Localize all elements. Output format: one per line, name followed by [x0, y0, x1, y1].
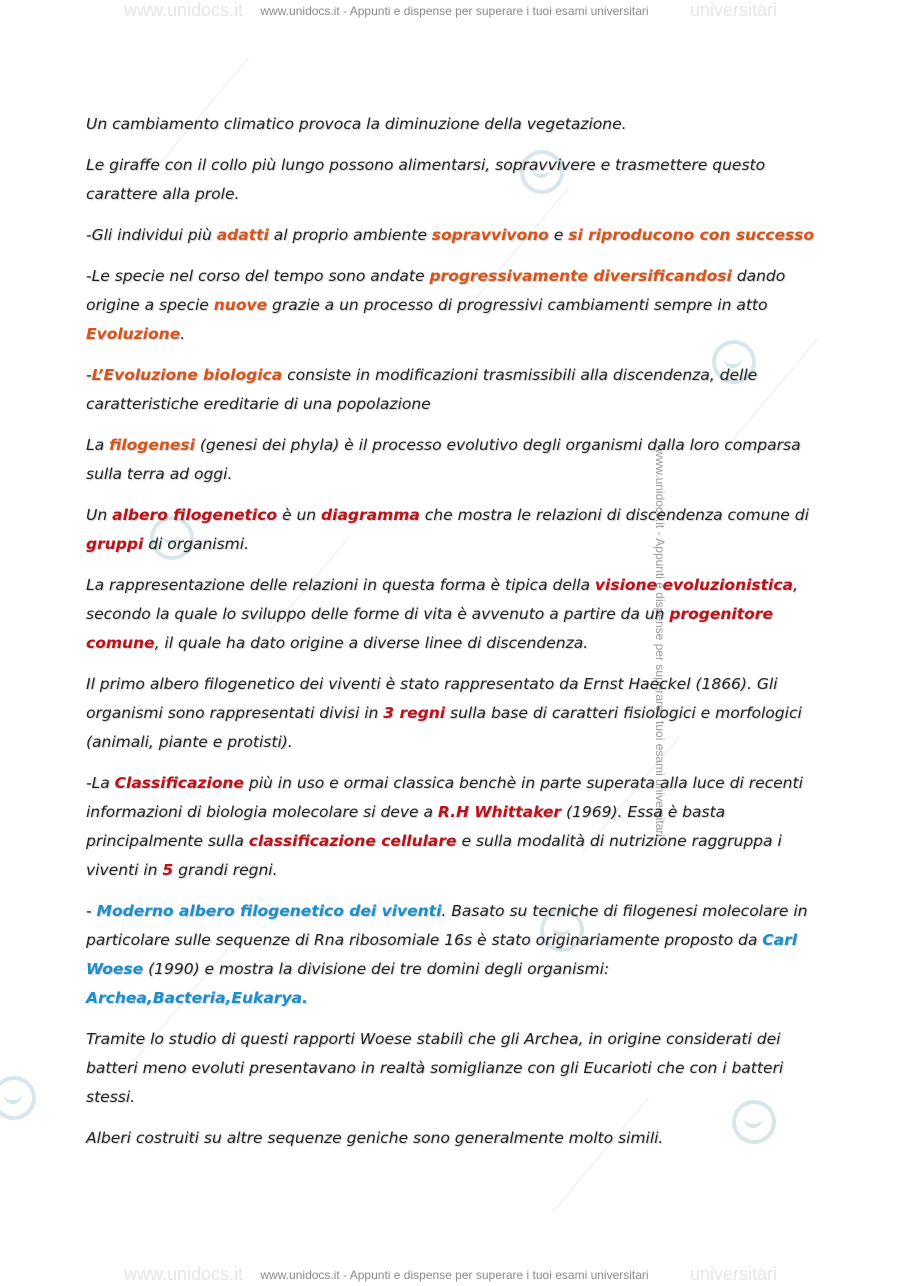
highlight-term: adatti [216, 226, 269, 244]
highlight-term: visione evoluzionistica [594, 576, 794, 594]
paragraph-2: Le giraffe con il collo più lungo possono alimentarsi, sopravvivere e trasmettere questo carattere alla prole. [86, 156, 766, 203]
paragraph-9: Il primo albero filogenetico dei viventi è stato rappresentato da Ernst Haeckel (1866). Gli organismi sono rappresentati divisi in 3 regni sulla base di caratteri fisiologici e morfologici (animali, piante e protisti). [86, 675, 802, 751]
highlight-term: filogenesi [109, 436, 195, 454]
highlight-term: Moderno albero filogenetico dei viventi [96, 902, 442, 920]
highlight-term: Archea,Bacteria,Eukarya. [86, 989, 308, 1007]
highlight-term: si riproducono con successo [568, 226, 815, 244]
watermark-ghost-top: www.unidocs.it [124, 0, 244, 20]
highlight-term: diagramma [321, 506, 420, 524]
highlight-term: R.H Whittaker [437, 803, 562, 821]
paragraph-11: - Moderno albero filogenetico dei viventi. Basato su tecniche di filogenesi molecolare in particolare sulle sequenze di Rna ribosomiale 16s è stato originariamente proposto da Carl Woese (1990) e mostra la divisione dei tre domini degli organismi: Archea,Bacteria,Eukarya. [86, 902, 808, 1007]
highlight-term: classificazione cellulare [248, 832, 457, 850]
watermark-header: www.unidocs.it - Appunti e dispense per superare i tuoi esami universitari [260, 4, 649, 18]
highlight-term: Carl Woese [86, 931, 798, 978]
highlight-term: gruppi [86, 535, 144, 553]
paragraph-12: Tramite lo studio di questi rapporti Woese stabilì che gli Archea, in origine considerati dei batteri meno evoluti presentavano in realtà somiglianze con gli Eucarioti che con i batteri stessi. [86, 1030, 784, 1106]
highlight-term: Evoluzione [86, 325, 181, 343]
highlight-term: nuove [213, 296, 268, 314]
paragraph-5: -L’Evoluzione biologica consiste in modificazioni trasmissibili alla discendenza, delle caratteristiche ereditarie di una popolazione [86, 366, 758, 413]
watermark-side-right: www.unidocs.it - Appunti e dispense per superare i tuoi esami universitari [653, 448, 668, 838]
highlight-term: L’Evoluzione biologica [91, 366, 283, 384]
paragraph-3: -Gli individui più adatti al proprio ambiente sopravvivono e si riproducono con successo [86, 226, 815, 244]
highlight-term: albero filogenetico [112, 506, 278, 524]
watermark-ghost-bottom-right: universitari [690, 1264, 778, 1284]
paragraph-10: -La Classificazione più in uso e ormai classica benchè in parte superata alla luce di recenti informazioni di biologia molecolare si deve a R.H Whittaker (1969). Essa è basta principalmente sulla classificazione cellulare e sulla modalità di nutrizione raggruppa i viventi in 5 grandi regni. [86, 774, 803, 879]
watermark-ghost-top-right: universitari [690, 0, 778, 20]
paragraph-8: La rappresentazione delle relazioni in questa forma è tipica della visione evoluzionistica, secondo la quale lo sviluppo delle forme di vita è avvenuto a partire da un progenitore comune, il quale ha dato origine a diverse linee di discendenza. [86, 576, 798, 652]
paragraph-13: Alberi costruiti su altre sequenze geniche sono generalmente molto simili. [86, 1129, 664, 1147]
paragraph-6: La filogenesi (genesi dei phyla) è il processo evolutivo degli organismi dalla loro comparsa sulla terra ad oggi. [86, 436, 801, 483]
watermark-ghost-bottom: www.unidocs.it [124, 1264, 244, 1284]
highlight-term: progressivamente diversificandosi [429, 267, 732, 285]
paragraph-4: -Le specie nel corso del tempo sono andate progressivamente diversificandosi dando origine a specie nuove grazie a un processo di progressivi cambiamenti sempre in atto Evoluzione. [86, 267, 786, 343]
highlight-term: 3 regni [383, 704, 446, 722]
watermark-footer: www.unidocs.it - Appunti e dispense per superare i tuoi esami universitari [260, 1268, 649, 1282]
highlight-term: 5 [162, 861, 174, 879]
highlight-term: progenitore comune [86, 605, 773, 652]
unidocs-logo-icon [0, 1076, 36, 1120]
paragraph-7: Un albero filogenetico è un diagramma che mostra le relazioni di discendenza comune di gruppi di organismi. [86, 506, 809, 553]
highlight-term: sopravvivono [431, 226, 549, 244]
highlight-term: Classificazione [114, 774, 244, 792]
paragraph-1: Un cambiamento climatico provoca la diminuzione della vegetazione. [86, 115, 627, 133]
document-body [86, 110, 821, 1165]
